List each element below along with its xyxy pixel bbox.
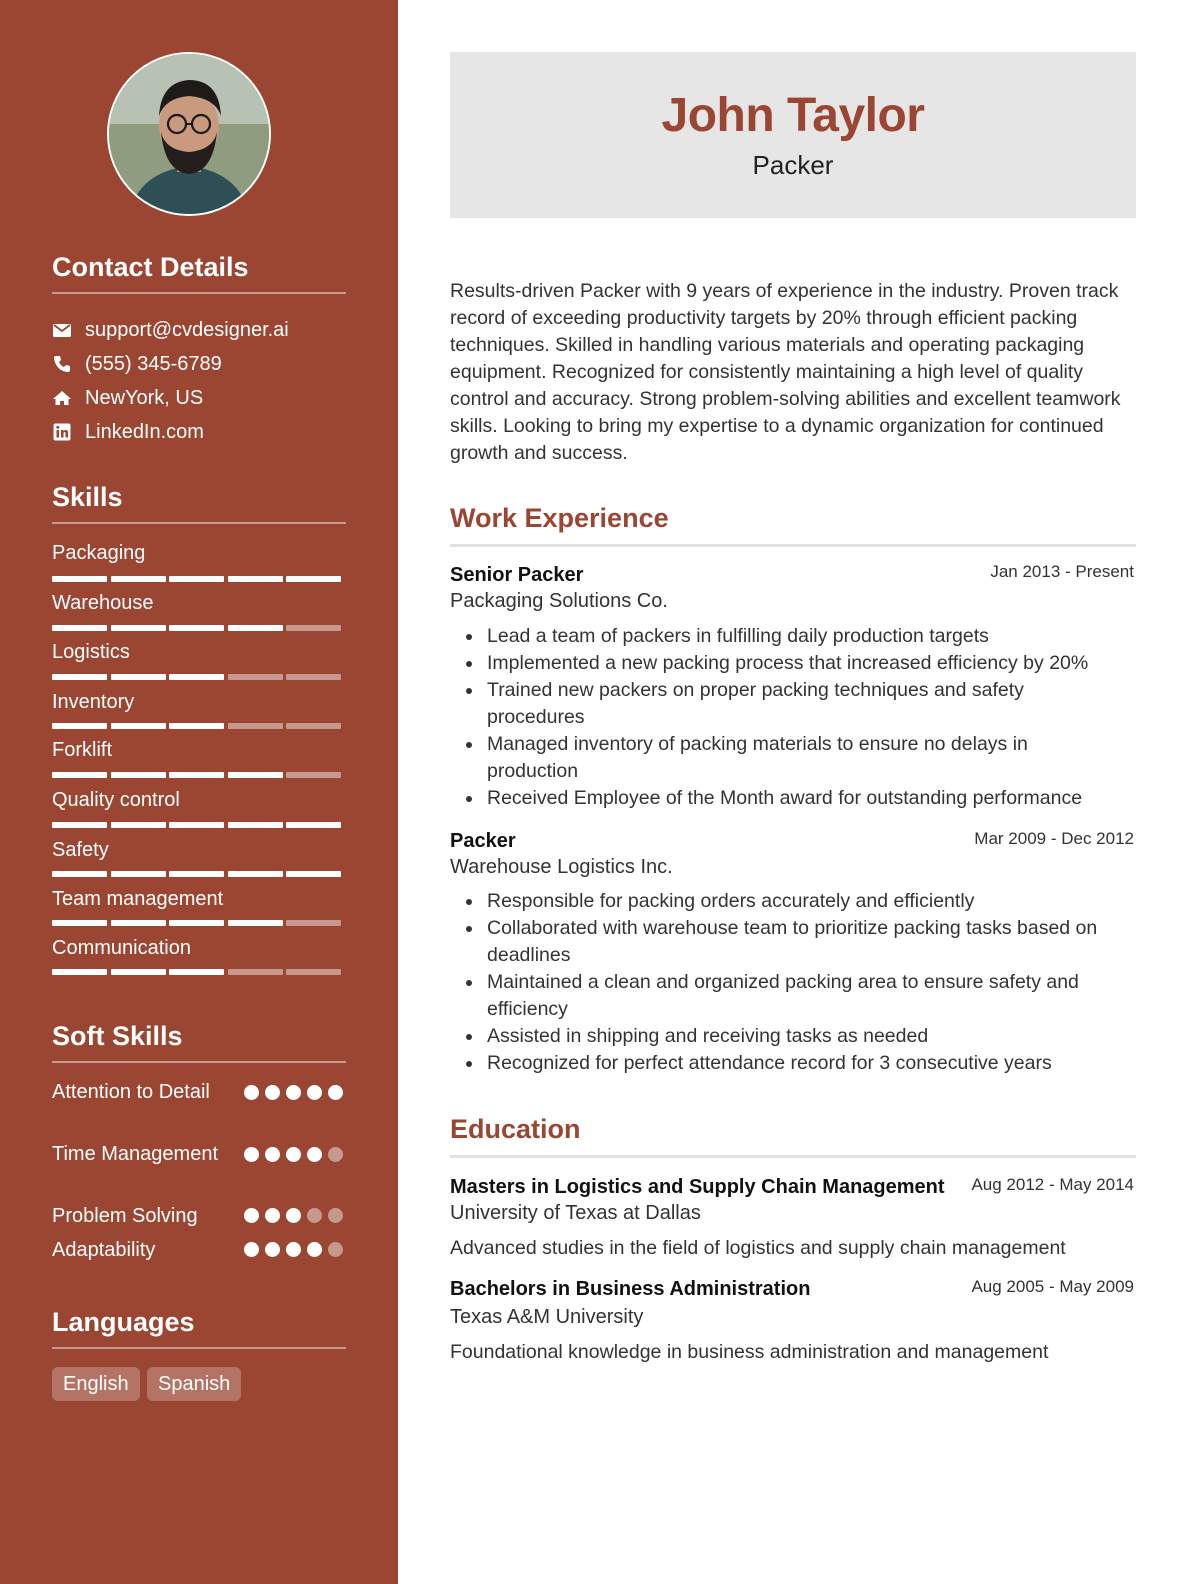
job-company: Packaging Solutions Co.	[450, 590, 668, 612]
degree-description: Advanced studies in the field of logistics and supply chain management	[450, 1237, 1066, 1259]
skill-bar-segment	[111, 772, 166, 778]
skill-rating-bar	[52, 576, 346, 582]
profile-summary: Results-driven Packer with 9 years of experience in the industry. Proven track record of exceeding productivity targets by 20% through efficient packing techniques. Skilled in handling various materials and operating packaging equipment. Recognized for consistently maintaining a high level of quality control and accuracy. Strong problem-solving abilities and excellent teamwork skills. Looking to bring my expertise to a dynamic organization for continued growth and success.	[450, 280, 1121, 464]
skill-bar-segment	[169, 772, 224, 778]
skill-bar-segment	[169, 625, 224, 631]
skill-bar-segment	[169, 920, 224, 926]
skill-rating-bar	[52, 871, 346, 877]
skill-bar-segment	[286, 871, 341, 877]
soft-skill-dot	[265, 1208, 280, 1223]
contact-email-text: support@cvdesigner.ai	[85, 318, 289, 341]
degree-dates: Aug 2005 - May 2009	[971, 1277, 1134, 1296]
soft-skill-dot	[244, 1208, 259, 1223]
skill-rating-bar	[52, 969, 346, 975]
job-bullet: Responsible for packing orders accurately and efficiently	[487, 888, 1147, 915]
skill-rating-bar	[52, 625, 346, 631]
skill-bar-segment	[228, 576, 283, 582]
skill-bar-segment	[228, 772, 283, 778]
job-bullet: Received Employee of the Month award for outstanding performance	[487, 785, 1147, 812]
school-name: University of Texas at Dallas	[450, 1202, 701, 1224]
job-bullet: Trained new packers on proper packing techniques and safety procedures	[487, 677, 1067, 731]
degree-dates: Aug 2012 - May 2014	[971, 1175, 1134, 1194]
soft-skill-rating	[244, 1242, 346, 1258]
job-bullets	[487, 623, 1147, 812]
contact-linkedin[interactable]	[52, 420, 204, 444]
skill-bar-segment	[111, 822, 166, 828]
soft-skill-dot	[286, 1242, 301, 1257]
job-dates: Mar 2009 - Dec 2012	[974, 829, 1134, 848]
soft-skill-dot	[265, 1242, 280, 1257]
soft-skill-dot	[307, 1208, 322, 1223]
soft-skill-dot	[244, 1085, 259, 1100]
skill-label: Communication	[52, 937, 191, 959]
job-bullet: Lead a team of packers in fulfilling daily production targets	[487, 623, 1147, 650]
contact-location	[52, 386, 203, 410]
job-title: Packer	[450, 830, 516, 852]
languages-heading: Languages	[52, 1307, 346, 1349]
sidebar	[0, 0, 398, 1584]
skill-bar-segment	[228, 822, 283, 828]
skill-bar-segment	[52, 920, 107, 926]
skill-bar-segment	[228, 871, 283, 877]
linkedin-icon	[52, 422, 72, 442]
name-header	[450, 52, 1136, 218]
skill-bar-segment	[52, 772, 107, 778]
envelope-icon	[52, 320, 72, 340]
skill-rating-bar	[52, 920, 346, 926]
soft-skill-dot	[244, 1147, 259, 1162]
soft-skill-rating	[244, 1208, 346, 1224]
contact-phone[interactable]	[52, 352, 222, 376]
skill-bar-segment	[286, 576, 341, 582]
job-bullets	[487, 888, 1147, 1077]
language-chip-english: English	[52, 1367, 140, 1401]
skill-rating-bar	[52, 723, 346, 729]
contact-linkedin-text: LinkedIn.com	[85, 420, 204, 443]
soft-skill-dot	[265, 1085, 280, 1100]
soft-skill-dot	[307, 1242, 322, 1257]
skill-label: Forklift	[52, 739, 112, 761]
skill-bar-segment	[111, 920, 166, 926]
skill-bar-segment	[111, 674, 166, 680]
soft-skill-label: Time Management	[52, 1143, 218, 1165]
skill-label: Inventory	[52, 691, 135, 713]
skill-rating-bar	[52, 772, 346, 778]
job-bullet: Assisted in shipping and receiving tasks as needed	[487, 1023, 1147, 1050]
soft-skill-rating	[244, 1147, 346, 1163]
skill-bar-segment	[52, 625, 107, 631]
soft-skill-dot	[265, 1147, 280, 1162]
school-name: Texas A&M University	[450, 1306, 644, 1328]
degree-title: Masters in Logistics and Supply Chain Management	[450, 1176, 945, 1198]
skill-bar-segment	[111, 625, 166, 631]
skill-label: Warehouse	[52, 592, 154, 614]
soft-skill-dot	[307, 1085, 322, 1100]
skill-bar-segment	[169, 576, 224, 582]
skill-label: Logistics	[52, 641, 130, 663]
work-experience-heading: Work Experience	[450, 503, 1136, 547]
soft-skill-dot	[307, 1147, 322, 1162]
skill-bar-segment	[111, 576, 166, 582]
skill-bar-segment	[228, 920, 283, 926]
skill-bar-segment	[52, 674, 107, 680]
skill-bar-segment	[169, 871, 224, 877]
skill-bar-segment	[52, 871, 107, 877]
soft-skill-rating	[244, 1085, 346, 1101]
skill-bar-segment	[111, 723, 166, 729]
skill-bar-segment	[169, 674, 224, 680]
skill-bar-segment	[111, 871, 166, 877]
soft-skill-dot	[328, 1242, 343, 1257]
soft-skill-dot	[244, 1242, 259, 1257]
language-chip-spanish: Spanish	[147, 1367, 241, 1401]
skill-bar-segment	[286, 822, 341, 828]
skill-bar-segment	[286, 723, 341, 729]
skill-bar-segment	[286, 920, 341, 926]
skill-bar-segment	[52, 822, 107, 828]
education-heading: Education	[450, 1114, 1136, 1158]
job-bullet: Maintained a clean and organized packing area to ensure safety and efficiency	[487, 969, 1117, 1023]
skill-bar-segment	[286, 969, 341, 975]
soft-skills-heading: Soft Skills	[52, 1021, 346, 1063]
skills-heading: Skills	[52, 482, 346, 524]
job-company: Warehouse Logistics Inc.	[450, 856, 673, 878]
skill-label: Safety	[52, 839, 109, 861]
skill-bar-segment	[169, 723, 224, 729]
soft-skill-dot	[286, 1208, 301, 1223]
skill-rating-bar	[52, 822, 346, 828]
skill-bar-segment	[169, 822, 224, 828]
contact-email[interactable]	[52, 318, 289, 342]
candidate-name: John Taylor	[661, 89, 925, 142]
job-bullet: Recognized for perfect attendance record for 3 consecutive years	[487, 1050, 1147, 1077]
contact-location-text: NewYork, US	[85, 386, 204, 409]
soft-skill-dot	[328, 1085, 343, 1100]
skill-bar-segment	[286, 625, 341, 631]
skill-label: Quality control	[52, 789, 180, 811]
contact-details-heading: Contact Details	[52, 252, 346, 294]
skill-bar-segment	[286, 772, 341, 778]
skill-rating-bar	[52, 674, 346, 680]
job-title: Senior Packer	[450, 564, 584, 586]
job-bullet: Managed inventory of packing materials to ensure no delays in production	[487, 731, 1087, 785]
soft-skill-dot	[328, 1208, 343, 1223]
soft-skill-dot	[286, 1085, 301, 1100]
skill-bar-segment	[286, 674, 341, 680]
job-bullet: Collaborated with warehouse team to prioritize packing tasks based on deadlines	[487, 915, 1142, 969]
skill-bar-segment	[52, 723, 107, 729]
skill-bar-segment	[169, 969, 224, 975]
skill-bar-segment	[228, 969, 283, 975]
job-bullet: Implemented a new packing process that increased efficiency by 20%	[487, 650, 1147, 677]
skill-bar-segment	[228, 625, 283, 631]
skill-bar-segment	[111, 969, 166, 975]
skill-bar-segment	[52, 576, 107, 582]
job-dates: Jan 2013 - Present	[990, 562, 1134, 581]
skill-bar-segment	[228, 674, 283, 680]
soft-skill-label: Problem Solving	[52, 1205, 198, 1227]
skill-bar-segment	[228, 723, 283, 729]
soft-skill-label: Attention to Detail	[52, 1081, 210, 1103]
soft-skill-dot	[328, 1147, 343, 1162]
soft-skill-dot	[286, 1147, 301, 1162]
skill-bar-segment	[52, 969, 107, 975]
degree-title: Bachelors in Business Administration	[450, 1278, 811, 1300]
phone-icon	[52, 354, 72, 374]
candidate-role: Packer	[752, 150, 834, 180]
skill-label: Team management	[52, 888, 224, 910]
contact-phone-text: (555) 345-6789	[85, 352, 222, 375]
profile-photo	[107, 52, 271, 216]
degree-description: Foundational knowledge in business administration and management	[450, 1341, 1049, 1363]
home-icon	[52, 388, 72, 408]
soft-skill-label: Adaptability	[52, 1239, 156, 1261]
skill-label: Packaging	[52, 542, 146, 564]
